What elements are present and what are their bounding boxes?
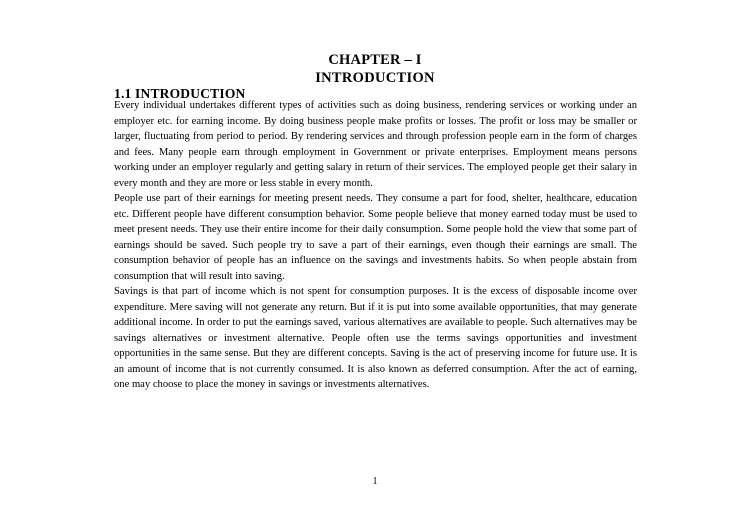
paragraph: People use part of their earnings for meeting present needs. They consume a part for food, shelter, healthcare, education etc. Different people have different consumption behavior. Some people believe that money earned today must be used to meet present needs. They use their entire income for their daily consumption. Some people hold the view that some part of earnings should be saved. Such people try to save a part of their earnings, even though their earnings are small. The consumption behavior of people has an influence on the savings and investments habits. So when people abstain from consumption that will result into saving. <box>114 193 637 282</box>
body-text <box>114 98 637 393</box>
paragraph: Savings is that part of income which is not spent for consumption purposes. It is the excess of disposable income over expenditure. Mere saving will not generate any return. But if it is put into some available opportunities, that may generate additional income. In order to put the earnings saved, various alternatives are available to people. Such alternatives may be savings alternatives or investment alternative. People often use the terms savings opportunities and investment opportunities in the same sense. But they are different concepts. Saving is the act of preserving income for future use. It is an amount of income that is not currently consumed. It is also known as deferred consumption. After the act of earning, one may choose to place the money in savings or investments alternatives. <box>114 286 637 390</box>
paragraph: Every individual undertakes different types of activities such as doing business, rendering services or working under an employer etc. for earning income. By doing business people make profits or losses. The profit or loss may be smaller or larger, fluctuating from period to period. By rendering services and through profession people earn in the form of charges and fees. Many people earn through employment in Government or private enterprises. Employment means persons working under an employer regularly and getting salary in return of their services. The employed people get their salary in every month and they are more or less stable in every month. <box>114 100 637 189</box>
section-heading: 1.1 INTRODUCTION <box>114 86 246 101</box>
chapter-title: INTRODUCTION <box>315 70 435 86</box>
chapter-number: CHAPTER – I <box>328 52 422 68</box>
page-number: 1 <box>372 476 378 487</box>
